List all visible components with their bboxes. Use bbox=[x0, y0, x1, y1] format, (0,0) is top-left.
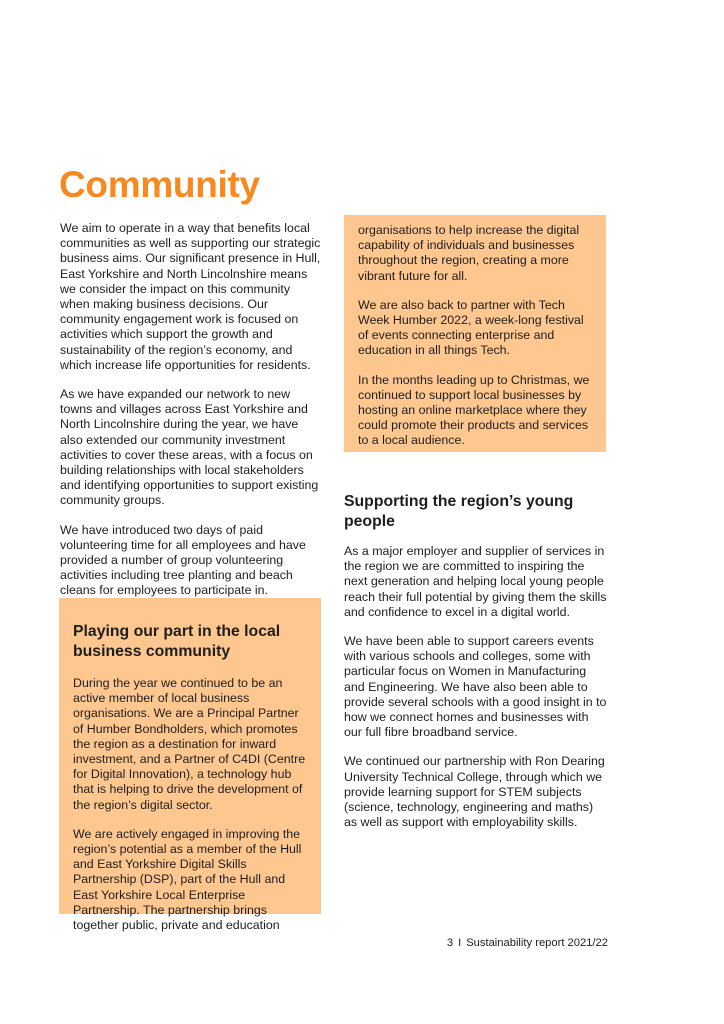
business-paragraph: During the year we continued to be an active member of local business organisations. We are a Principal Partner of Humber Bondholders, which promotes the region as a destination for inward investment, and a Partner of C4DI (Centre for Digital Innovation), a technology hub that is helping to drive the development of the region’s digital sector. bbox=[73, 676, 306, 812]
continued-paragraph: organisations to help increase the digital capability of individuals and businesses throughout the region, creating a more vibrant future for all. bbox=[358, 223, 580, 283]
volunteering-paragraph: We have introduced two days of paid volunteering time for all employees and have provided a number of group volunteering activities including tree planting and beach cleans for employees to participate in. bbox=[60, 522, 306, 598]
expansion-paragraph: As we have expanded our network to new towns and villages across East Yorkshire and North Lincolnshire during the year, we have also extended our community investment activities to cover these areas, with a focus on building relationships with local stakeholders and identifying opportunities to support existing community groups. bbox=[60, 387, 319, 508]
business-paragraph: We are actively engaged in improving the region’s potential as a member of the Hull and East Yorkshire Digital Skills Partnership (DSP), part of the Hull and East Yorkshire Local Enterprise Partnership. The partnership brings together public, private and education bbox=[73, 826, 302, 933]
young-people-paragraph: As a major employer and supplier of services in the region we are committed to inspiring the next generation and helping local young people reach their full potential by giving them the skills and confidence to excel in a digital world. bbox=[344, 544, 607, 619]
christmas-paragraph: In the months leading up to Christmas, we continued to support local businesses by hosting an online marketplace where they could promote their products and services to a local audience. bbox=[358, 372, 590, 448]
page-footer bbox=[447, 937, 608, 949]
page-title: Community bbox=[59, 164, 260, 205]
careers-paragraph: We have been able to support careers events with various schools and colleges, some with particular focus on Women in Manufacturing and Engineering. We have also been able to provide several schools with a good insight in to how we connect homes and businesses with our full fibre broadband service. bbox=[344, 634, 607, 740]
intro-paragraph: We aim to operate in a way that benefits local communities as well as supporting our strategic business aims. Our significant presence in Hull, East Yorkshire and North Lincolnshire means we consider the impact on this community when making business decisions. Our community engagement work is focused on activities which support the growth and sustainability of the region’s economy, and which increase life opportunities for residents. bbox=[60, 221, 321, 372]
tech-week-paragraph: We are also back to partner with Tech Week Humber 2022, a week-long festival of events connecting enterprise and education in all things Tech. bbox=[358, 297, 584, 358]
intro-column bbox=[60, 221, 322, 613]
young-people-section bbox=[344, 492, 608, 844]
footer-separator: I bbox=[458, 937, 462, 949]
report-title: Sustainability report 2021/22 bbox=[466, 937, 608, 949]
business-community-box bbox=[59, 598, 321, 933]
page-number: 3 bbox=[446, 937, 454, 949]
business-community-heading: Playing our part in the local business community bbox=[73, 623, 281, 660]
utc-paragraph: We continued our partnership with Ron Dearing University Technical College, through which we provide learning support for STEM subjects (science, technology, engineering and maths) as well as support with employability skills. bbox=[344, 754, 605, 830]
young-people-heading: Supporting the region’s young people bbox=[344, 493, 574, 530]
business-community-box-continued bbox=[344, 215, 606, 452]
